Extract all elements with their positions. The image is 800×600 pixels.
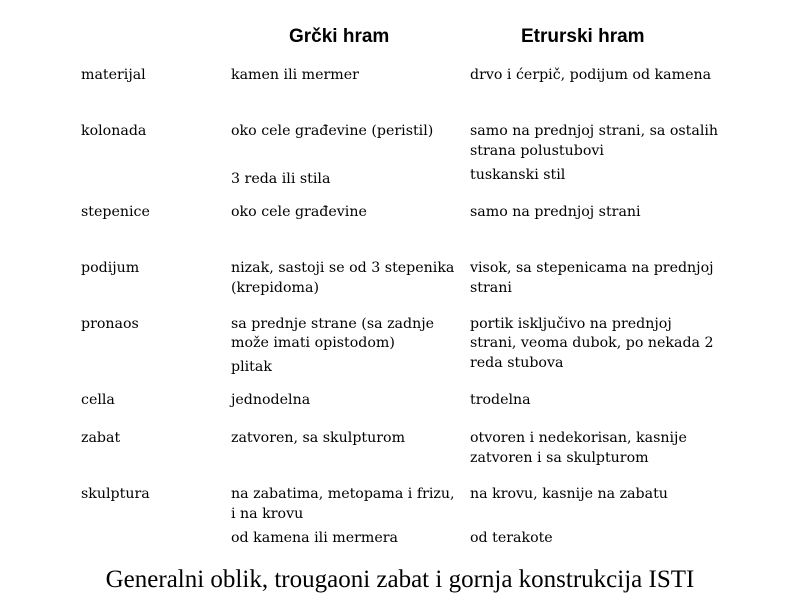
etruscan-cell-text: na krovu, kasnije na zabatu [470, 486, 668, 502]
column-header-etruscan: Etrurski hram [521, 26, 645, 47]
etruscan-cell-text: portik isključivo na prednjoj [470, 316, 672, 332]
footer-note: Generalni oblik, trougaoni zabat i gornja konstrukcija ISTI [105, 566, 695, 593]
greek-cell-text: od kamena ili mermera [231, 530, 398, 546]
row-label: kolonada [81, 123, 147, 139]
greek-cell-text: (krepidoma) [231, 280, 319, 296]
etruscan-cell-text: strana polustubovi [470, 143, 604, 159]
greek-cell-text: i na krovu [231, 506, 304, 522]
greek-cell-text: jednodelna [231, 392, 311, 408]
etruscan-cell-text: od terakote [470, 530, 553, 546]
row-label: podijum [81, 260, 140, 276]
greek-cell-text: na zabatima, metopama i frizu, [231, 486, 455, 502]
greek-cell-text: plitak [231, 359, 272, 375]
greek-cell-text: 3 reda ili stila [231, 171, 331, 187]
greek-cell-text: oko cele građevine [231, 204, 367, 220]
row-label: cella [81, 392, 115, 408]
greek-cell-text: sa prednje strane (sa zadnje [231, 316, 435, 332]
row-label: pronaos [81, 316, 139, 332]
row-label: stepenice [81, 204, 150, 220]
greek-cell-text: oko cele građevine (peristil) [231, 123, 434, 139]
etruscan-cell-text: zatvoren i sa skulpturom [470, 450, 649, 466]
etruscan-cell-text: samo na prednjoj strani, sa ostalih [470, 123, 719, 139]
greek-cell-text: kamen ili mermer [231, 67, 359, 83]
greek-cell-text: zatvoren, sa skulpturom [231, 430, 406, 446]
column-header-greek: Grčki hram [289, 26, 390, 47]
etruscan-cell-text: visok, sa stepenicama na prednjoj [470, 260, 714, 276]
etruscan-cell-text: samo na prednjoj strani [470, 204, 641, 220]
etruscan-cell-text: drvo i ćerpič, podijum od kamena [470, 67, 712, 83]
greek-cell-text: nizak, sastoji se od 3 stepenika [231, 260, 455, 276]
etruscan-cell-text: strani [470, 280, 512, 296]
row-label: zabat [81, 430, 121, 446]
row-label: materijal [81, 67, 146, 83]
row-label: skulptura [81, 486, 150, 502]
etruscan-cell-text: trodelna [470, 392, 531, 408]
etruscan-cell-text: strani, veoma dubok, po nekada 2 [470, 335, 714, 351]
etruscan-cell-text: reda stubova [470, 355, 564, 371]
greek-cell-text: može imati opistodom) [231, 335, 395, 351]
etruscan-cell-text: tuskanski stil [470, 167, 566, 183]
etruscan-cell-text: otvoren i nedekorisan, kasnije [470, 430, 687, 446]
